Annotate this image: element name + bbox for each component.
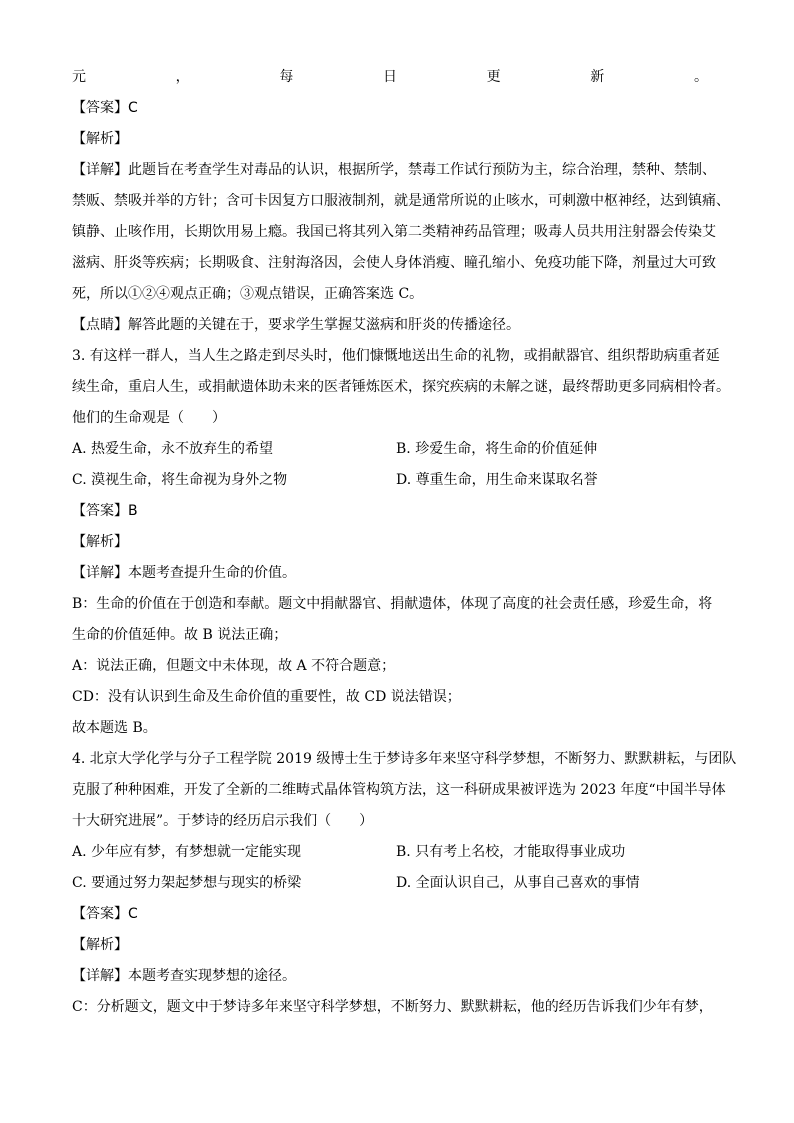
document-page [72, 62, 737, 1023]
header-char: 每 [279, 69, 294, 85]
q4-options-row [72, 837, 722, 868]
q4-options-row [72, 868, 722, 899]
q3-analysis-label: 【解析】 [72, 534, 128, 550]
q2-answer: 【答案】C [72, 100, 138, 116]
q2-detail-line: 禁贩、禁吸并举的方针；含可卡因复方口服液制剂，就是通常所说的止咳水，可刺激中枢神经，达到镇痛、 [72, 193, 730, 209]
q2-detail-line: 滋病、肝炎等疾病；长期吸食、注射海洛因，会使人身体消瘦、瞳孔缩小、免疫功能下降，剂量过大可致 [72, 255, 716, 271]
q3-detail-line: 故本题选 B。 [72, 720, 157, 736]
q3-detail-line: 生命的价值延伸。故 B 说法正确； [72, 627, 288, 643]
q4-detail-line: 【详解】本题考查实现梦想的途径。 [72, 968, 296, 984]
q3-option-b: B. 珍爱生命，将生命的价值延伸 [396, 441, 598, 457]
q3-detail-line: 【详解】本题考查提升生命的价值。 [72, 565, 296, 581]
q4-analysis-label: 【解析】 [72, 937, 128, 953]
q3-stem-line: 续生命，重启人生，或捐献遗体助未来的医者锤炼医术，探究疾病的未解之谜，最终帮助更多同病相怜者。 [72, 379, 730, 395]
q3-stem-line: 3. 有这样一群人，当人生之路走到尽头时，他们慷慨地送出生命的礼物，或捐献器官、组织帮助病重者延 [72, 348, 720, 364]
q4-option-d: D. 全面认识自己，从事自己喜欢的事情 [396, 875, 640, 891]
q3-detail-line: A：说法正确，但题文中未体现，故 A 不符合题意； [72, 658, 396, 674]
header-char: ， [175, 69, 190, 85]
q4-stem-line: 4. 北京大学化学与分子工程学院 2019 级博士生于梦诗多年来坚守科学梦想，不断努力、默默耕耘，与团队 [72, 751, 737, 767]
header-note-line [72, 62, 722, 93]
q4-answer: 【答案】C [72, 906, 138, 922]
q2-analysis-label: 【解析】 [72, 131, 128, 147]
q3-detail-line: CD：没有认识到生命及生命价值的重要性，故 CD 说法错误； [72, 689, 461, 705]
header-char: 新 [590, 69, 605, 85]
q2-detail-line: 镇静、止咳作用，长期饮用易上瘾。我国已将其列入第二类精神药品管理；吸毒人员共用注射器会传染艾 [72, 224, 716, 240]
q2-tip: 【点睛】解答此题的关键在于，要求学生掌握艾滋病和肝炎的传播途径。 [72, 317, 520, 333]
q4-option-b: B. 只有考上名校，才能取得事业成功 [396, 844, 626, 860]
q4-option-a: A. 少年应有梦，有梦想就一定能实现 [72, 844, 302, 860]
q4-detail-line: C：分析题文，题文中于梦诗多年来坚守科学梦想，不断努力、默默耕耘，他的经历告诉我们少年有梦， [72, 999, 713, 1015]
header-char: 。 [693, 69, 708, 85]
q4-stem-line: 十大研究进展”。于梦诗的经历启示我们（ ） [72, 813, 374, 829]
q3-answer: 【答案】B [72, 503, 138, 519]
header-char: 更 [486, 69, 501, 85]
q3-detail-line: B：生命的价值在于创造和奉献。题文中捐献器官、捐献遗体，体现了高度的社会责任感，珍爱生命，将 [72, 596, 713, 612]
q4-option-c: C. 要通过努力架起梦想与现实的桥梁 [72, 875, 302, 891]
q3-options-row [72, 434, 722, 465]
q3-option-c: C. 漠视生命，将生命视为身外之物 [72, 472, 288, 488]
q3-stem-line: 他们的生命观是（ ） [72, 410, 226, 426]
q4-stem-line: 克服了种种困难，开发了全新的二维畴式晶体管构筑方法，这一科研成果被评选为 2023 年度“中国半导体 [72, 782, 726, 798]
q3-option-a: A. 热爱生命，永不放弃生的希望 [72, 441, 274, 457]
header-char: 元 [72, 69, 86, 85]
q2-detail-line: 死，所以①②④观点正确；③观点错误，正确答案选 C。 [72, 286, 424, 302]
q3-option-d: D. 尊重生命，用生命来谋取名誉 [396, 472, 598, 488]
q2-detail-line: 【详解】此题旨在考查学生对毒品的认识，根据所学，禁毒工作试行预防为主，综合治理，禁种、禁制、 [72, 162, 716, 178]
header-char: 日 [382, 69, 397, 85]
q3-options-row [72, 465, 722, 496]
